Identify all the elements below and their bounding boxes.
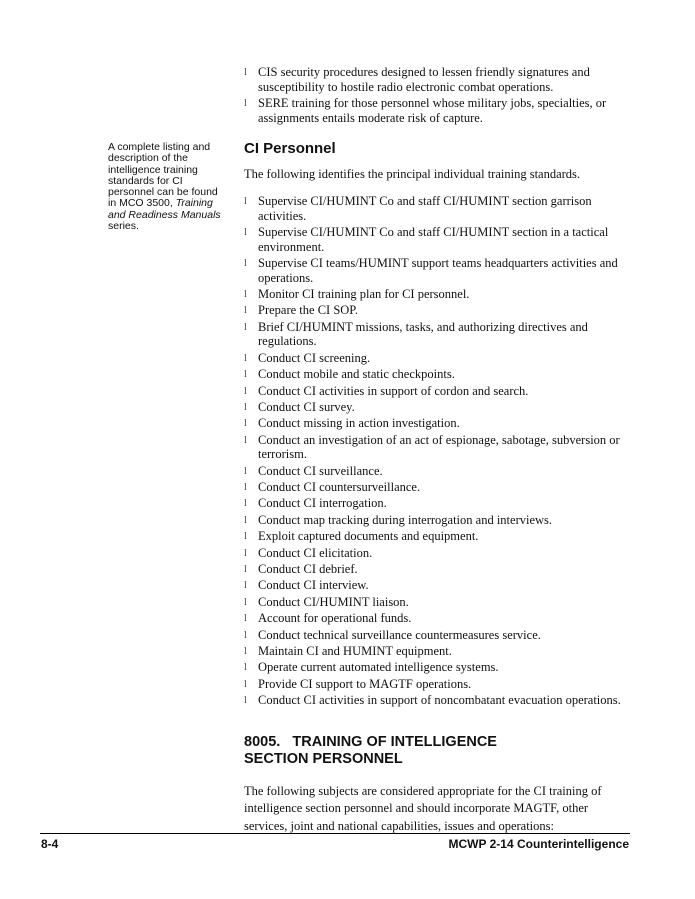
list-item-text: Conduct CI survey. [258, 399, 355, 414]
list-item-text: Provide CI support to MAGTF operations. [258, 676, 472, 691]
list-item [244, 464, 634, 479]
list-item-text: Conduct CI countersurveillance. [258, 480, 421, 495]
list-item-text: Supervise CI teams/HUMINT support teams headquarters activities and operations. [258, 255, 618, 285]
list-item [244, 595, 634, 610]
list-item [244, 611, 634, 626]
list-item-text: Monitor CI training plan for CI personnel. [258, 286, 470, 301]
list-item-text: Supervise CI/HUMINT Co and staff CI/HUMINT section garrison activities. [258, 194, 592, 223]
list-item [244, 96, 634, 125]
list-item-text: Supervise CI/HUMINT Co and staff CI/HUMINT section in a tactical environment. [258, 224, 609, 254]
list-item-text: Conduct map tracking during interrogation and interviews. [258, 512, 553, 527]
list-item-text: Conduct CI interview. [258, 578, 369, 593]
bullet-icon: l [244, 418, 247, 430]
list-item-text: Conduct CI activities in support of noncombatant evacuation operations. [258, 693, 621, 708]
standards-list [244, 194, 634, 708]
list-item [244, 480, 634, 495]
bullet-icon: l [244, 196, 247, 207]
bullet-icon: l [244, 596, 247, 608]
bullet-icon: l [244, 226, 247, 238]
list-item-text: Conduct CI activities in support of cordon and search. [258, 383, 529, 398]
bullet-icon: l [244, 257, 247, 269]
section-8005-text: The following subjects are considered appropriate for the CI training of intelligence section personnel and should incorporate MAGTF, other services, joint and national capabilities, issues and operations: [244, 783, 602, 833]
list-item [244, 529, 634, 544]
bullet-icon: l [244, 97, 247, 109]
list-item-text: Prepare the CI SOP. [258, 303, 358, 318]
list-item-text: Exploit captured documents and equipment. [258, 529, 479, 544]
list-item [244, 416, 634, 431]
list-item-text: Conduct an investigation of an act of espionage, sabotage, subversion or terrorism. [258, 432, 620, 462]
list-item-text: Conduct CI elicitation. [258, 545, 373, 560]
list-item-text: Conduct CI debrief. [258, 562, 358, 576]
list-item [244, 225, 634, 254]
bullet-icon: l [244, 580, 247, 592]
bullet-icon: l [244, 465, 247, 477]
list-item [244, 351, 634, 366]
list-item [244, 400, 634, 415]
list-item [244, 496, 634, 511]
footer-page-number: 8-4 [41, 837, 59, 851]
sidebar-tail: series. [108, 220, 139, 233]
section-8005-heading-line2: SECTION PERSONNEL [244, 751, 403, 768]
bullet-icon: l [244, 434, 247, 446]
bullet-icon: l [244, 288, 247, 300]
list-item [244, 677, 634, 692]
bullet-icon: l [244, 401, 247, 413]
sidebar-note [108, 142, 226, 232]
list-item-text: Conduct CI/HUMINT liaison. [258, 594, 409, 609]
bullet-icon: l [244, 645, 247, 657]
list-item [244, 578, 634, 593]
list-item [244, 628, 634, 643]
sidebar-text: A complete listing and description of the intelligence training standards for CI personnel can be found in MCO 3500, [108, 141, 218, 210]
section-8005-heading [244, 734, 634, 769]
bullet-icon: l [244, 321, 247, 333]
list-item [244, 303, 634, 318]
list-item-text: Conduct CI screening. [258, 350, 371, 365]
list-item-text: CIS security procedures designed to lessen friendly signatures and susceptibility to hostile radio electronic combat operations. [258, 65, 590, 94]
top-bullet-list [244, 65, 634, 127]
section-intro: The following identifies the principal individual training standards. [244, 167, 581, 181]
bullet-icon: l [244, 547, 247, 559]
section-8005-heading-line1: 8005. TRAINING OF INTELLIGENCE [244, 733, 497, 750]
bullet-icon: l [244, 564, 247, 575]
list-item-text: Maintain CI and HUMINT equipment. [258, 643, 452, 658]
list-item [244, 546, 634, 561]
bullet-icon: l [244, 514, 247, 526]
list-item-text: Conduct missing in action investigation. [258, 416, 460, 431]
sidebar-italic-title: Training and Readiness Manuals [108, 197, 221, 221]
list-item [244, 287, 634, 302]
list-item [244, 320, 634, 349]
list-item [244, 562, 634, 577]
footer-rule [40, 833, 630, 834]
main-column [244, 140, 634, 835]
list-item [244, 433, 634, 462]
list-item-text: Conduct CI interrogation. [258, 496, 387, 511]
bullet-icon: l [244, 613, 247, 625]
bullet-icon: l [244, 482, 247, 494]
section-heading: CI Personnel [244, 140, 336, 157]
list-item [244, 384, 634, 399]
list-item [244, 644, 634, 659]
footer-publication: MCWP 2-14 Counterintelligence [448, 837, 629, 851]
list-item-text: Account for operational funds. [258, 611, 412, 626]
bullet-icon: l [244, 629, 247, 641]
bullet-icon: l [244, 385, 247, 397]
list-item [244, 693, 634, 708]
list-item [244, 256, 634, 285]
list-item [244, 660, 634, 675]
bullet-icon: l [244, 678, 247, 690]
bullet-icon: l [244, 369, 247, 381]
bullet-icon: l [244, 498, 247, 510]
list-item [244, 367, 634, 382]
bullet-icon: l [244, 695, 247, 707]
list-item-text: Brief CI/HUMINT missions, tasks, and authorizing directives and regulations. [258, 319, 588, 349]
list-item-text: Conduct technical surveillance countermeasures service. [258, 627, 541, 642]
bullet-icon: l [244, 352, 247, 364]
list-item-text: Conduct mobile and static checkpoints. [258, 367, 455, 382]
list-item-text: SERE training for those personnel whose military jobs, specialties, or assignments entails moderate risk of capture. [258, 95, 607, 125]
bullet-icon: l [244, 662, 247, 674]
bullet-icon: l [244, 305, 247, 317]
list-item-text: Conduct CI surveillance. [258, 463, 383, 478]
bullet-icon: l [244, 67, 247, 78]
list-item [244, 194, 634, 223]
list-item-text: Operate current automated intelligence systems. [258, 660, 499, 675]
list-item [244, 65, 634, 94]
bullet-icon: l [244, 531, 247, 543]
list-item [244, 513, 634, 528]
